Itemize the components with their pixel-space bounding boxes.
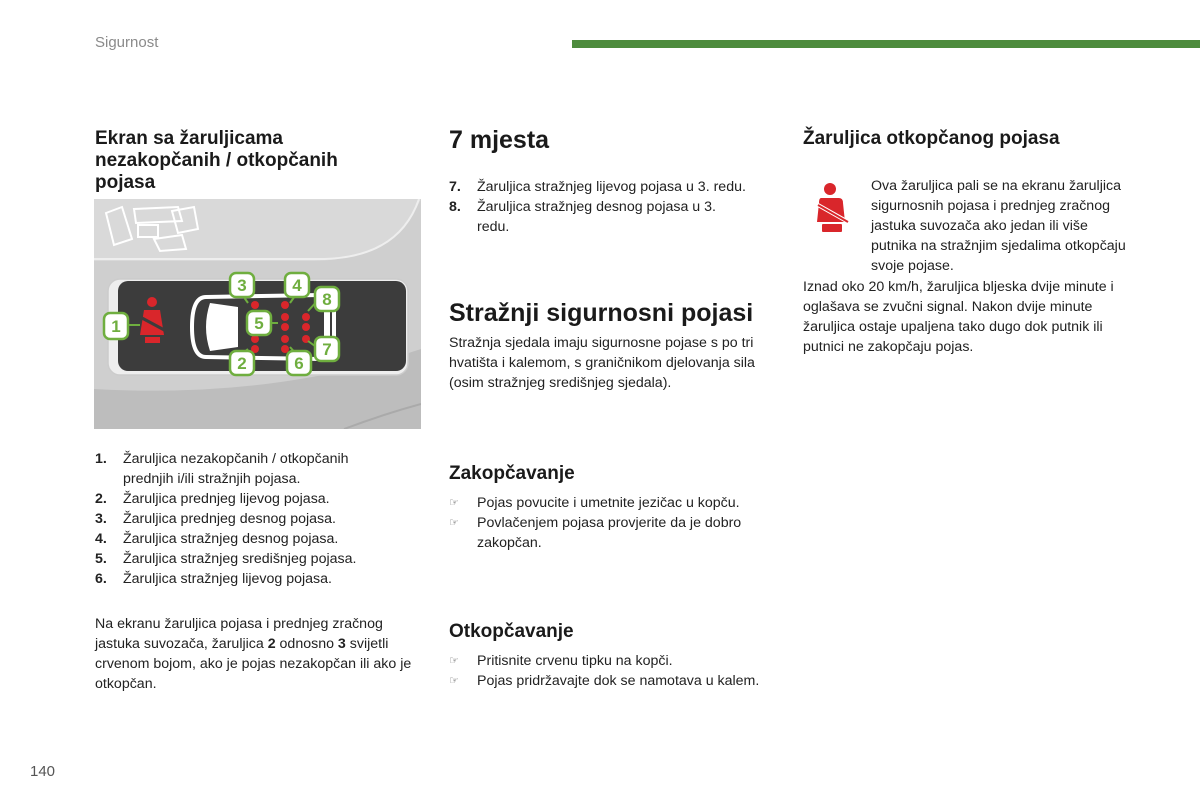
- unfasten-title: Otkopčavanje: [449, 621, 574, 642]
- list-item: 5. Žaruljica stražnjeg središnjeg pojasa.: [95, 551, 357, 567]
- seven-seats-list: [449, 177, 779, 237]
- callout-7-label: 7: [322, 340, 332, 359]
- list-item: 6. Žaruljica stražnjeg lijevog pojasa.: [95, 571, 332, 587]
- callout-1-label: 1: [111, 317, 121, 336]
- section-label: Sigurnost: [95, 34, 159, 51]
- list-item: 1. Žaruljica nezakopčanih / otkopčanih prednjih i/ili stražnjih pojasa.: [95, 451, 349, 487]
- unfasten-list: [449, 651, 774, 691]
- right-text-a: Ova žaruljica pali se na ekranu žaruljica sigurnosnih pojasa i prednjeg zračnog jastuka suvozača ako jedan ili više putnika na stražnjim sjedalima otkopčaju svoje pojase.: [871, 178, 1126, 274]
- page-number: 140: [30, 763, 56, 780]
- seatbelt-warning-icon: [812, 182, 856, 234]
- callout-5: [247, 311, 271, 335]
- callout-7: [315, 337, 339, 361]
- list-item: 7. Žaruljica stražnjeg lijevog pojasa u 3. redu.: [449, 179, 746, 195]
- pointing-hand-icon: ☞: [449, 655, 459, 667]
- list-item: 8. Žaruljica stražnjeg desnog pojasa u 3. redu.: [449, 199, 716, 235]
- seatbelt-display-illustration: [94, 199, 421, 429]
- right-text-b: Iznad oko 20 km/h, žaruljica bljeska dvije minute i oglašava se zvučni signal. Nakon dvije minute žaruljica ostaje upaljena tako dugo dok putnik ili putnici ne zakopčaju pojas.: [803, 279, 1114, 355]
- callout-3: [230, 273, 254, 297]
- callout-2: [230, 351, 254, 375]
- callout-5-label: 5: [254, 314, 264, 333]
- callout-6-label: 6: [294, 354, 304, 373]
- list-item: 4. Žaruljica stražnjeg desnog pojasa.: [95, 531, 339, 547]
- list-item: 2. Žaruljica prednjeg lijevog pojasa.: [95, 491, 330, 507]
- callout-4: [285, 273, 309, 297]
- right-title: Žaruljica otkopčanog pojasa: [803, 128, 1060, 149]
- callout-3-label: 3: [237, 276, 247, 295]
- pointing-hand-icon: ☞: [449, 517, 459, 529]
- callout-8: [315, 287, 339, 311]
- callout-1: [104, 313, 128, 339]
- list-item: 3. Žaruljica prednjeg desnog pojasa.: [95, 511, 336, 527]
- fasten-list: [449, 493, 774, 553]
- callout-6: [287, 351, 311, 375]
- left-section: [95, 128, 395, 194]
- left-light-list: [95, 449, 395, 589]
- callout-4-label: 4: [292, 276, 302, 295]
- header-accent-bar: [572, 40, 1200, 48]
- rear-belts-text: Stražnja sjedala imaju sigurnosne pojase s po tri hvatišta i kalemom, s graničnikom djelovanja sila (osim stražnjeg središnjeg sjedala).: [449, 335, 755, 391]
- left-title: Ekran sa žaruljicama nezakopčanih / otkopčanih pojasa: [95, 128, 338, 193]
- rear-belts-title: Stražnji sigurnosni pojasi: [449, 299, 754, 327]
- left-paragraph: Na ekranu žaruljica pojasa i prednjeg zračnog jastuka suvozača, žaruljica 2 odnosno 3 svijetli crvenom bojom, ako je pojas nezakopčan ili ako je otkopčan.: [95, 616, 412, 692]
- callout-2-label: 2: [237, 354, 247, 373]
- list-item: ☞ Povlačenjem pojasa provjerite da je dobro zakopčan.: [449, 515, 742, 551]
- pointing-hand-icon: ☞: [449, 675, 459, 687]
- list-item: ☞ Pojas povucite i umetnite jezičac u kopču.: [449, 495, 740, 511]
- list-item: ☞ Pojas pridržavajte dok se namotava u kalem.: [449, 673, 760, 689]
- pointing-hand-icon: ☞: [449, 497, 459, 509]
- seven-seats-title: 7 mjesta: [449, 126, 550, 154]
- callout-8-label: 8: [322, 290, 332, 309]
- list-item: ☞ Pritisnite crvenu tipku na kopči.: [449, 653, 673, 669]
- fasten-title: Zakopčavanje: [449, 463, 575, 484]
